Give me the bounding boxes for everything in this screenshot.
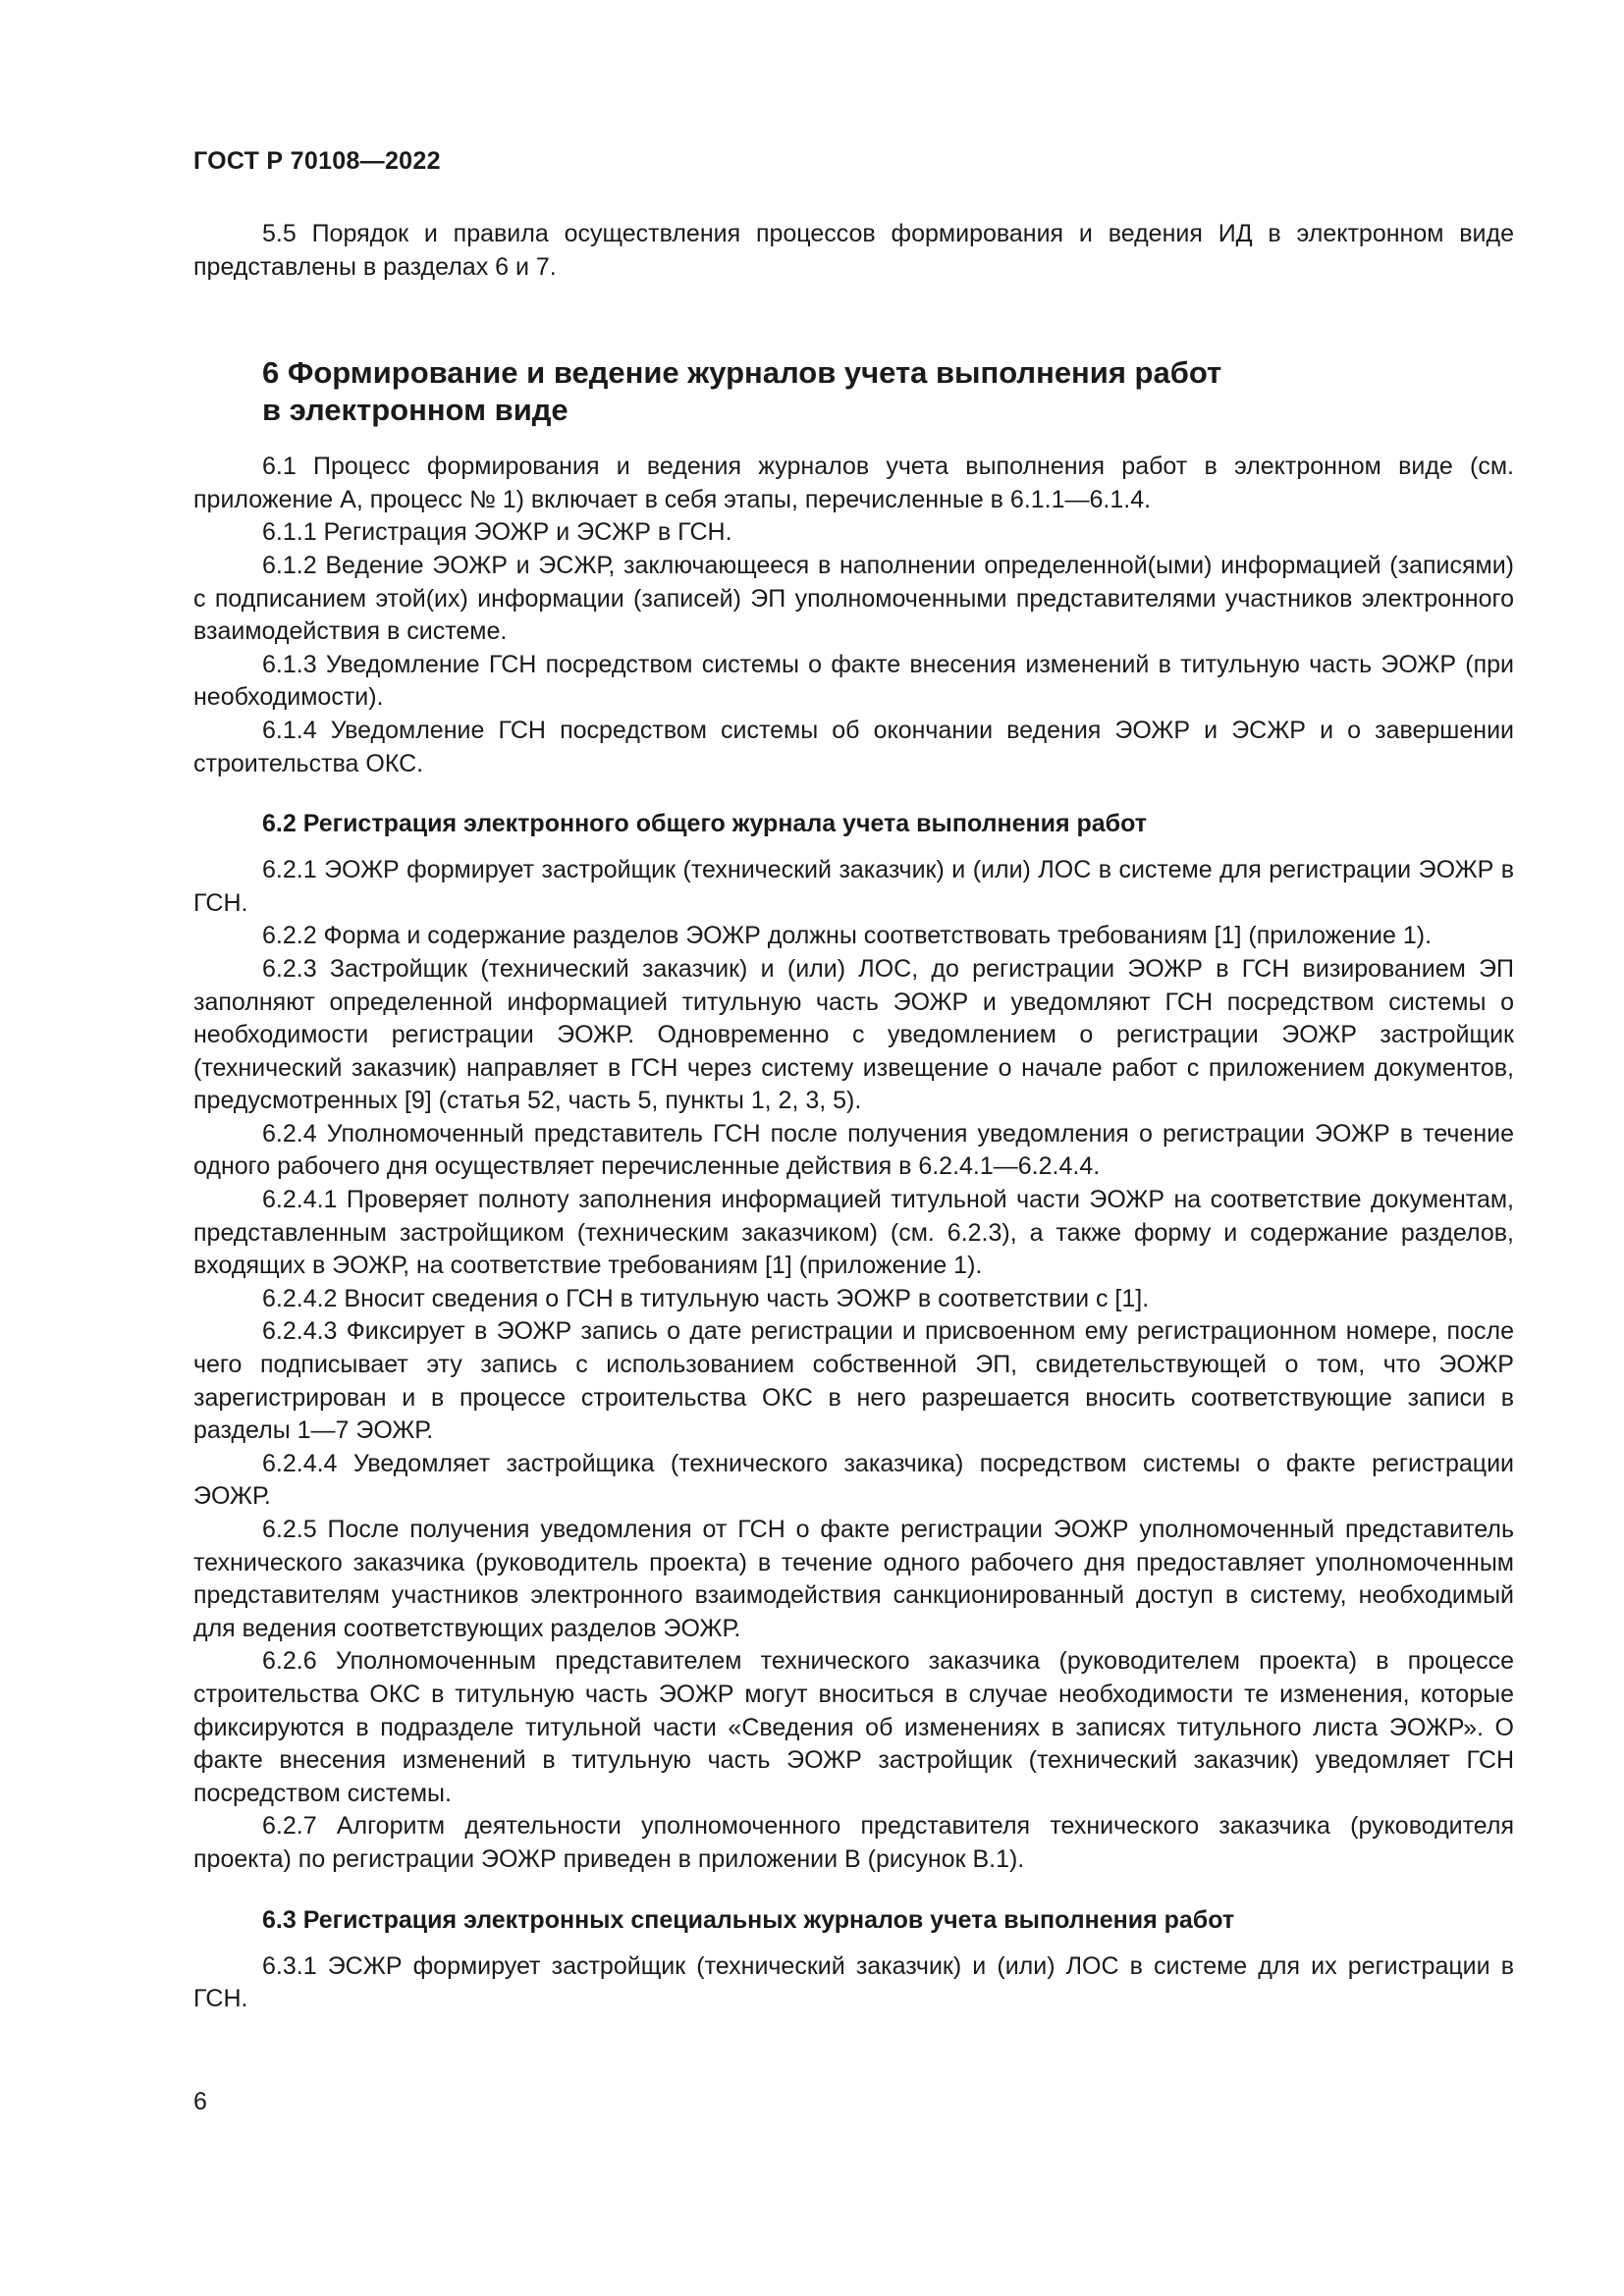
document-header-id: ГОСТ Р 70108—2022 xyxy=(193,147,441,175)
page-number: 6 xyxy=(193,2088,207,2115)
paragraph-6-2-4: 6.2.4 Уполномоченный представитель ГСН после получения уведомления о регистрации ЭОЖР в течение одного рабочего дня осуществляет перечисленные действия в 6.2.4.1—6.2.4.4. xyxy=(193,1119,1514,1181)
paragraph-6-1-1: 6.1.1 Регистрация ЭОЖР и ЭСЖР в ГСН. xyxy=(262,518,732,547)
paragraph-6-1: 6.1 Процесс формирования и ведения журналов учета выполнения работ в электронном виде (см. приложение А, процесс № 1) включает в себя этапы, перечисленные в 6.1.1—6.1.4. xyxy=(193,453,1514,513)
paragraph-6-2-3: 6.2.3 Застройщик (технический заказчик) и (или) ЛОС, до регистрации ЭОЖР в ГСН визированием ЭП заполняют определенной информацией титульную часть ЭОЖР и уведомляют ГСН посредством системы о необходимости регистрации ЭОЖР. Одновременно с уведомлением о регистрации ЭОЖР застройщик (технический заказчик) направляет в ГСН через систему извещение о начале работ с приложением документов, предусмотренных [9] (статья 52, часть 5, пункты 1, 2, 3, 5). xyxy=(193,954,1514,1115)
paragraph-6-2-1: 6.2.1 ЭОЖР формирует застройщик (технический заказчик) и (или) ЛОС в системе для регистрации ЭОЖР в ГСН. xyxy=(193,856,1514,917)
paragraph-6-2-2: 6.2.2 Форма и содержание разделов ЭОЖР должны соответствовать требованиям [1] (приложение 1). xyxy=(262,922,1433,950)
paragraph-6-1-4: 6.1.4 Уведомление ГСН посредством системы об окончании ведения ЭОЖР и ЭСЖР и о завершении строительства ОКС. xyxy=(193,716,1514,777)
paragraph-6-2-4-2: 6.2.4.2 Вносит сведения о ГСН в титульную часть ЭОЖР в соответствии с [1]. xyxy=(262,1284,1150,1312)
paragraph-5-5: 5.5 Порядок и правила осуществления процессов формирования и ведения ИД в электронном виде представлены в разделах 6 и 7. xyxy=(193,220,1514,281)
paragraph-6-2-6: 6.2.6 Уполномоченным представителем технического заказчика (руководителем проекта) в процессе строительства ОКС в титульную часть ЭОЖР могут вноситься в случае необходимости те изменения, которые фиксируются в подразделе титульной части «Сведения об изменениях в записях титульного листа ЭОЖР». О факте внесения изменений в титульную часть ЭОЖР застройщик (технический заказчик) уведомляет ГСН посредством системы. xyxy=(193,1647,1514,1807)
section-6-title-line1: 6 Формирование и ведение журналов учета выполнения работ xyxy=(262,355,1222,391)
section-6-title-line2: в электронном виде xyxy=(262,393,568,428)
paragraph-6-2-7: 6.2.7 Алгоритм деятельности уполномоченного представителя технического заказчика (руководителя проекта) по регистрации ЭОЖР приведен в приложении В (рисунок В.1). xyxy=(193,1812,1514,1873)
paragraph-6-3-1: 6.3.1 ЭСЖР формирует застройщик (технический заказчик) и (или) ЛОС в системе для их регистрации в ГСН. xyxy=(193,1951,1514,2013)
paragraph-6-2-4-3: 6.2.4.3 Фиксирует в ЭОЖР запись о дате регистрации и присвоенном ему регистрационном номере, после чего подписывает эту запись с использованием собственной ЭП, свидетельствующей о том, что ЭОЖР зарегистрирован и в процессе строительства ОКС в него разрешается вносить соответствующие записи в разделы 1—7 ЭОЖР. xyxy=(193,1317,1514,1445)
paragraph-6-2-5: 6.2.5 После получения уведомления от ГСН о факте регистрации ЭОЖР уполномоченный представитель технического заказчика (руководитель проекта) в течение одного рабочего дня предоставляет уполномоченным представителям участников электронного взаимодействия санкционированный доступ в систему, необходимый для ведения соответствующих разделов ЭОЖР. xyxy=(193,1516,1514,1642)
paragraph-6-2-4-1: 6.2.4.1 Проверяет полноту заполнения информацией титульной части ЭОЖР на соответствие документам, представленным застройщиком (техническим заказчиком) (см. 6.2.3), а также форму и содержание разделов, входящих в ЭОЖР, на соответствие требованиям [1] (приложение 1). xyxy=(193,1186,1514,1280)
section-6-2-title: 6.2 Регистрация электронного общего журнала учета выполнения работ xyxy=(262,810,1148,838)
section-6-3-title: 6.3 Регистрация электронных специальных журналов учета выполнения работ xyxy=(262,1905,1235,1934)
paragraph-6-2-4-4: 6.2.4.4 Уведомляет застройщика (технического заказчика) посредством системы о факте регистрации ЭОЖР. xyxy=(193,1449,1514,1511)
section-6-title xyxy=(193,354,1514,429)
document-body xyxy=(193,218,1514,2016)
paragraph-6-1-2: 6.1.2 Ведение ЭОЖР и ЭСЖР, заключающееся в наполнении определенной(ыми) информацией (записями) с подписанием этой(их) информации (записей) ЭП уполномоченными представителями участников электронного взаимодействия в системе. xyxy=(193,551,1514,646)
paragraph-6-1-3: 6.1.3 Уведомление ГСН посредством системы о факте внесения изменений в титульную часть ЭОЖР (при необходимости). xyxy=(193,650,1514,712)
